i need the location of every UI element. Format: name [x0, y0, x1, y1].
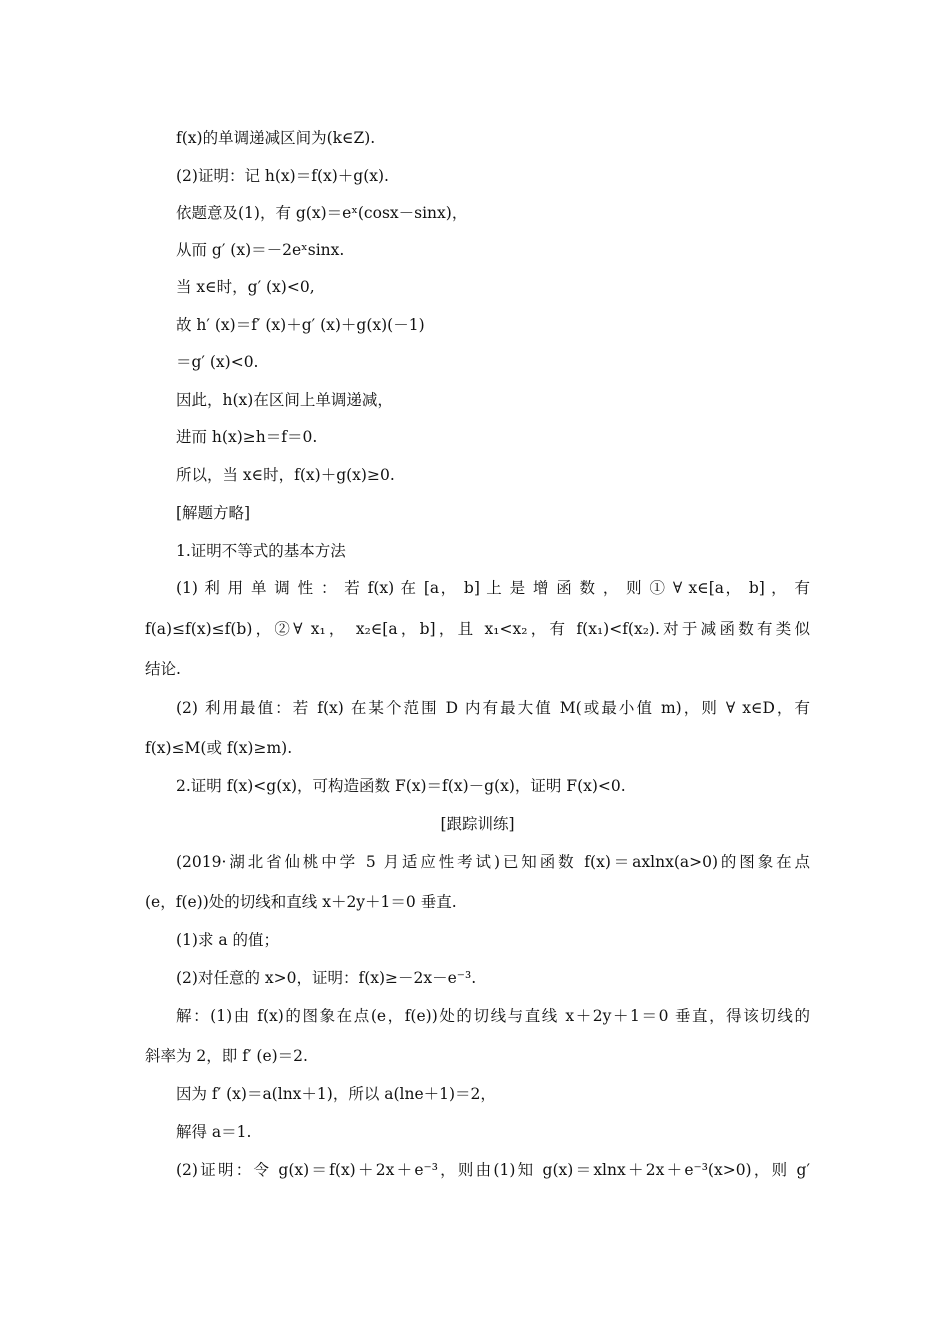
text-line: 解：(1)由 f(x)的图象在点(e，f(e))处的切线与直线 x＋2y＋1＝0 垂直，得该切线的	[176, 1007, 810, 1025]
text-line: 因为 f′ (x)＝a(lnx＋1)，所以 a(lne＋1)＝2，	[176, 1085, 496, 1103]
text-line: 2.证明 f(x)<g(x)，可构造函数 F(x)＝f(x)－g(x)，证明 F(x)<0.	[176, 777, 626, 795]
text-line: 故 h′ (x)＝f′ (x)＋g′ (x)＋g(x)(－1)	[176, 316, 425, 334]
text-line: 依题意及(1)，有 g(x)＝eˣ(cosx－sinx)，	[176, 204, 468, 222]
text-line: (1)求 a 的值；	[176, 931, 280, 949]
text-line: f(x)≤M(或 f(x)≥m).	[145, 739, 293, 757]
text-line: ＝g′ (x)<0.	[176, 353, 259, 371]
text-line: (2)证明：记 h(x)＝f(x)＋g(x).	[176, 167, 389, 185]
text-line: (2) 利用最值：若 f(x) 在某个范围 D 内有最大值 M(或最小值 m)，则 ∀ x∈D，有	[176, 699, 810, 717]
text-line: (2)对任意的 x>0，证明：f(x)≥－2x－e⁻³.	[176, 969, 477, 987]
text-line: (2)证明：令 g(x)＝f(x)＋2x＋e⁻³，则由(1)知 g(x)＝xlnx＋2x＋e⁻³(x>0)，则 g′	[176, 1161, 810, 1179]
text-line: 解得 a＝1.	[176, 1123, 252, 1141]
text-line: 结论.	[145, 660, 181, 678]
text-line: (e，f(e))处的切线和直线 x＋2y＋1＝0 垂直.	[145, 893, 457, 911]
text-line: 当 x∈时，g′ (x)<0,	[176, 278, 315, 296]
subheading: 1.证明不等式的基本方法	[176, 542, 346, 560]
text-line: 进而 h(x)≥h＝f＝0.	[176, 428, 318, 446]
text-line: f(x)的单调递减区间为(k∈Z).	[176, 129, 376, 147]
text-line: f(a)≤f(x)≤f(b)，②∀ x₁， x₂∈[a，b]，且 x₁<x₂，有 f(x₁)<f(x₂).对于减函数有类似	[145, 620, 810, 638]
text-line: (2019·湖北省仙桃中学 5 月适应性考试)已知函数 f(x)＝axlnx(a>0)的图象在点	[176, 853, 810, 871]
section-heading: [解题方略]	[176, 504, 251, 522]
text-line: 斜率为 2，即 f′ (e)＝2.	[145, 1047, 308, 1065]
text-line: 从而 g′ (x)＝－2eˣsinx.	[176, 241, 345, 259]
text-line: (1) 利 用 单 调 性 ： 若 f(x) 在 [a， b] 上 是 增 函 数 ， 则 ① ∀ x∈[a， b] ， 有	[176, 579, 810, 597]
section-heading: [跟踪训练]	[440, 815, 515, 833]
text-line: 所以，当 x∈时，f(x)＋g(x)≥0.	[176, 466, 395, 484]
text-line: 因此，h(x)在区间上单调递减，	[176, 391, 393, 409]
